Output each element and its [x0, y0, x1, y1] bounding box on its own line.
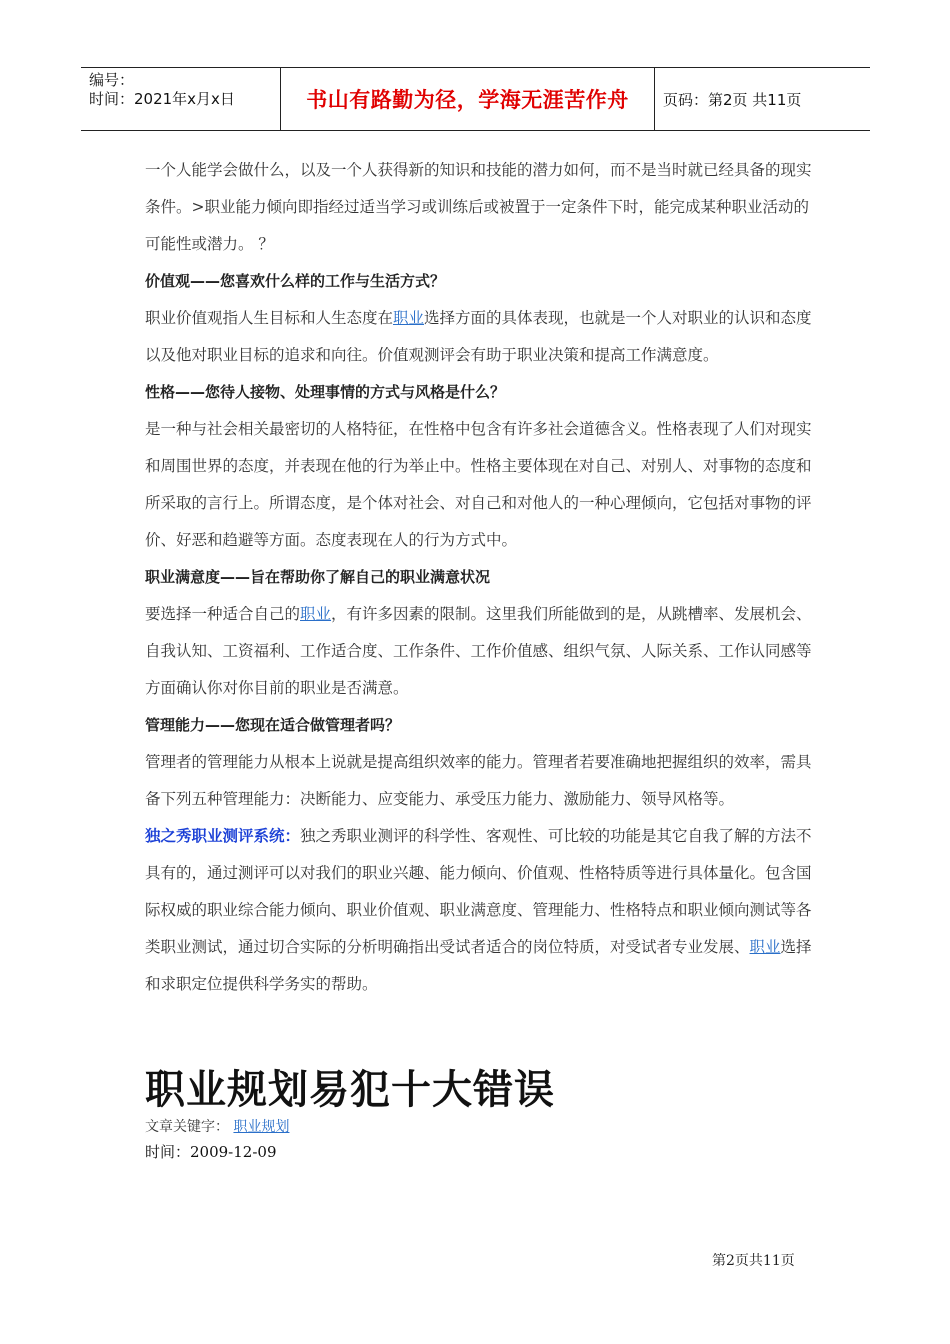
management-heading: 管理能力——您现在适合做管理者吗？ [145, 716, 401, 734]
management-paragraph: 管理者的管理能力从根本上说就是提高组织效率的能力。管理者若要准确地把握组织的效率，需具备下列五种管理能力：决断能力、应变能力、承受压力能力、激励能力、领导风格等。 [145, 753, 812, 808]
header-motto: 书山有路勤为径，学海无涯苦作舟 [281, 68, 655, 130]
number-label: 编号： [89, 71, 135, 89]
intro-paragraph: 一个人能学会做什么，以及一个人获得新的知识和技能的潜力如何，而不是当时就已经具备的现实条件。>职业能力倾向即指经过适当学习或训练后或被置于一定条件下时，能完成某种职业活动的可能性或潜力。 ？ [145, 161, 812, 253]
header-meta [81, 68, 281, 130]
keyword-link[interactable]: 职业规划 [233, 1119, 290, 1135]
satisfaction-paragraph: 要选择一种适合自己的职业，有许多因素的限制。这里我们所能做到的是，从跳槽率、发展机会、自我认知、工资福利、工作适合度、工作条件、工作价值感、组织气氛、人际关系、工作认同感等方面确认你对你目前的职业是否满意。 [145, 605, 812, 697]
values-paragraph: 职业价值观指人生目标和人生态度在职业选择方面的具体表现，也就是一个人对职业的认识和态度以及他对职业目标的追求和向往。价值观测评会有助于职业决策和提高工作满意度。 [145, 309, 812, 364]
page-footer: 第2页共11页 [712, 1253, 795, 1269]
article-keywords [145, 1116, 289, 1136]
keywords-label: 文章关键字： [145, 1119, 229, 1135]
personality-paragraph: 是一种与社会相关最密切的人格特征，在性格中包含有许多社会道德含义。性格表现了人们对现实和周围世界的态度，并表现在他的行为举止中。性格主要体现在对自己、对别人、对事物的态度和所采取的言行上。所谓态度，是个体对社会、对自己和对他人的一种心理倾向，它包括对事物的评价、好恶和趋避等方面。态度表现在人的行为方式中。 [145, 420, 812, 549]
career-link[interactable]: 职业 [393, 309, 425, 327]
header-page-code: 页码：第2页 共11页 [663, 90, 802, 109]
personality-heading: 性格——您待人接物、处理事情的方式与风格是什么？ [145, 383, 506, 401]
career-link[interactable]: 职业 [300, 605, 332, 623]
career-link[interactable]: 职业 [749, 938, 781, 956]
time-label: 时间：2021年x月x日 [89, 90, 235, 108]
system-paragraph: 独之秀职业测评系统：独之秀职业测评的科学性、客观性、可比较的功能是其它自我了解的方法不具有的，通过测评可以对我们的职业兴趣、能力倾向、价值观、性格特质等进行具体量化。包含国际权威的职业综合能力倾向、职业价值观、职业满意度、管理能力、性格特点和职业倾向测试等各类职业测试，通过切合实际的分析明确指出受试者适合的岗位特质，对受试者专业发展、职业选择和求职定位提供科学务实的帮助。 [145, 827, 812, 993]
system-brand: 独之秀职业测评系统： [145, 827, 301, 845]
article-title: 职业规划易犯十大错误 [145, 1066, 555, 1113]
article-body [145, 152, 813, 1003]
values-heading: 价值观——您喜欢什么样的工作与生活方式？ [145, 272, 446, 290]
article-date: 时间：2009-12-09 [145, 1143, 277, 1161]
satisfaction-heading: 职业满意度——旨在帮助你了解自己的职业满意状况 [145, 568, 491, 586]
document-header [81, 67, 870, 131]
